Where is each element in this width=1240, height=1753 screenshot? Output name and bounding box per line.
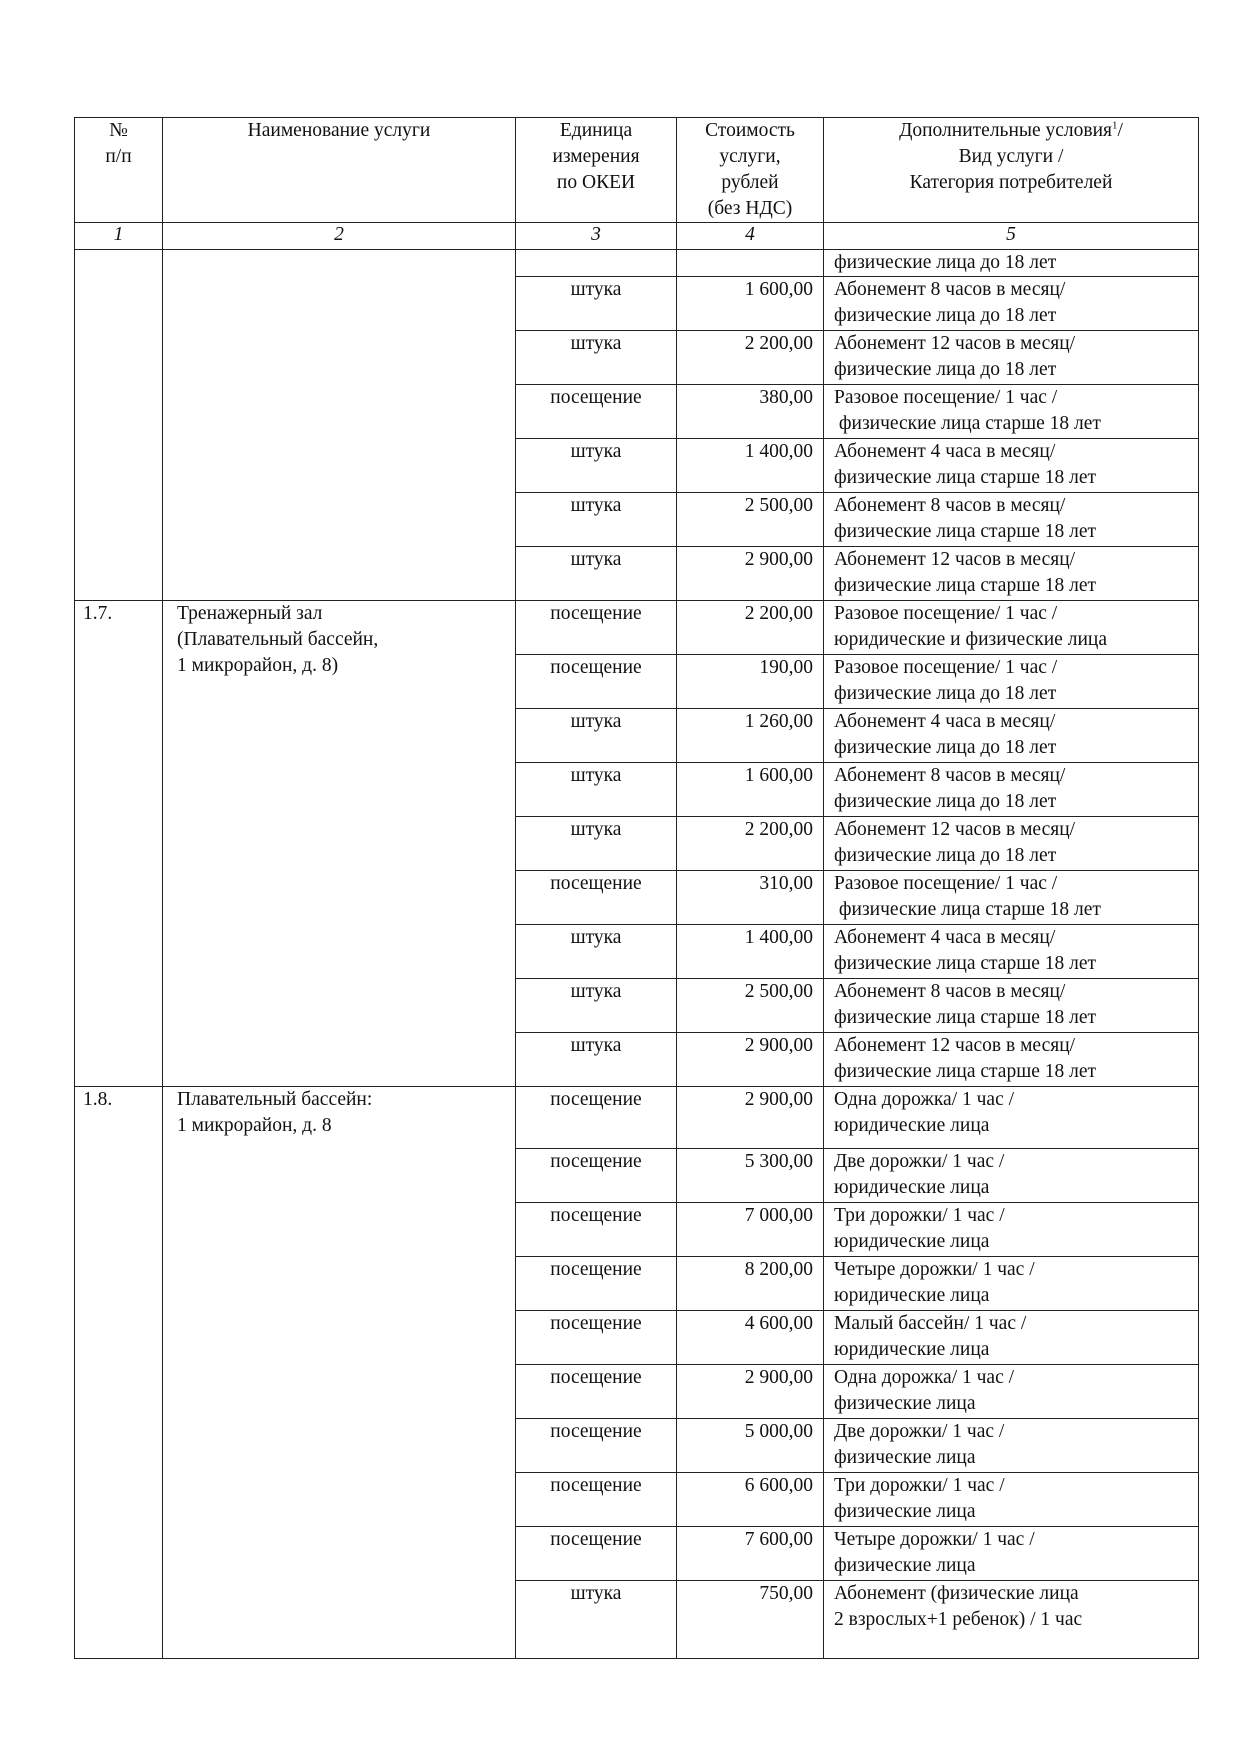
service-name: Плавательный бассейн: 1 микрорайон, д. 8 — [163, 1087, 516, 1659]
conditions-cell: Абонемент 8 часов в месяц/ физические лица до 18 лет — [824, 763, 1199, 817]
unit-cell: штука — [516, 1581, 677, 1659]
unit-cell: посещение — [516, 1365, 677, 1419]
unit-cell: штука — [516, 547, 677, 601]
item-number: 1.7. — [75, 601, 163, 1087]
price-cell — [677, 250, 824, 277]
header-service-name: Наименование услуги — [163, 118, 516, 223]
price-cell: 8 200,00 — [677, 1257, 824, 1311]
unit-cell: штука — [516, 709, 677, 763]
price-cell: 2 900,00 — [677, 1365, 824, 1419]
unit-cell: штука — [516, 439, 677, 493]
price-cell: 7 000,00 — [677, 1203, 824, 1257]
unit-cell: посещение — [516, 1203, 677, 1257]
conditions-cell: Абонемент 12 часов в месяц/ физические лица старше 18 лет — [824, 547, 1199, 601]
price-cell: 1 400,00 — [677, 439, 824, 493]
price-cell: 5 000,00 — [677, 1419, 824, 1473]
column-index: 2 — [163, 223, 516, 250]
conditions-cell: Четыре дорожки/ 1 час / юридические лица — [824, 1257, 1199, 1311]
item-number: 1.8. — [75, 1087, 163, 1659]
price-cell: 6 600,00 — [677, 1473, 824, 1527]
price-cell: 2 200,00 — [677, 331, 824, 385]
conditions-cell: Абонемент 4 часа в месяц/ физические лица старше 18 лет — [824, 925, 1199, 979]
unit-cell: штука — [516, 763, 677, 817]
column-index: 3 — [516, 223, 677, 250]
table-row — [75, 1087, 1199, 1149]
conditions-cell: Абонемент 12 часов в месяц/ физические лица старше 18 лет — [824, 1033, 1199, 1087]
unit-cell: посещение — [516, 1473, 677, 1527]
conditions-cell: Одна дорожка/ 1 час / физические лица — [824, 1365, 1199, 1419]
unit-cell: штука — [516, 925, 677, 979]
price-cell: 2 900,00 — [677, 1087, 824, 1149]
header-conditions-title: Дополнительные условия — [899, 120, 1113, 141]
item-number — [75, 250, 163, 601]
conditions-cell: Разовое посещение/ 1 час / физические лица старше 18 лет — [824, 385, 1199, 439]
conditions-cell: Абонемент 12 часов в месяц/ физические лица до 18 лет — [824, 331, 1199, 385]
conditions-cell: Разовое посещение/ 1 час / физические лица до 18 лет — [824, 655, 1199, 709]
unit-cell: посещение — [516, 1311, 677, 1365]
price-cell: 2 200,00 — [677, 601, 824, 655]
header-price: Стоимость услуги, рублей (без НДС) — [677, 118, 824, 223]
conditions-cell: Четыре дорожки/ 1 час / физические лица — [824, 1527, 1199, 1581]
table-row — [75, 601, 1199, 655]
unit-cell: посещение — [516, 1419, 677, 1473]
conditions-cell: Три дорожки/ 1 час / физические лица — [824, 1473, 1199, 1527]
conditions-cell: Абонемент (физические лица 2 взрослых+1 ребенок) / 1 час — [824, 1581, 1199, 1659]
price-cell: 750,00 — [677, 1581, 824, 1659]
conditions-cell: Разовое посещение/ 1 час / юридические и физические лица — [824, 601, 1199, 655]
footnote-mark: 1 — [1112, 119, 1118, 132]
column-index: 1 — [75, 223, 163, 250]
unit-cell: штука — [516, 277, 677, 331]
unit-cell: посещение — [516, 601, 677, 655]
conditions-cell: Две дорожки/ 1 час / юридические лица — [824, 1149, 1199, 1203]
price-cell: 310,00 — [677, 871, 824, 925]
price-cell: 380,00 — [677, 385, 824, 439]
header-conditions-rest: / Вид услуги / Категория потребителей — [909, 120, 1123, 193]
unit-cell: посещение — [516, 1087, 677, 1149]
price-cell: 1 600,00 — [677, 763, 824, 817]
unit-cell: штука — [516, 979, 677, 1033]
price-cell: 2 500,00 — [677, 493, 824, 547]
conditions-cell: Абонемент 8 часов в месяц/ физические лица старше 18 лет — [824, 493, 1199, 547]
header-conditions — [824, 118, 1199, 223]
unit-cell: посещение — [516, 1149, 677, 1203]
conditions-cell: физические лица до 18 лет — [824, 250, 1199, 277]
price-cell: 2 900,00 — [677, 1033, 824, 1087]
conditions-cell: Абонемент 8 часов в месяц/ физические лица до 18 лет — [824, 277, 1199, 331]
unit-cell: посещение — [516, 871, 677, 925]
conditions-cell: Разовое посещение/ 1 час / физические лица старше 18 лет — [824, 871, 1199, 925]
price-cell: 2 900,00 — [677, 547, 824, 601]
header-number: № п/п — [75, 118, 163, 223]
conditions-cell: Абонемент 8 часов в месяц/ физические лица старше 18 лет — [824, 979, 1199, 1033]
unit-cell: посещение — [516, 385, 677, 439]
conditions-cell: Абонемент 12 часов в месяц/ физические лица до 18 лет — [824, 817, 1199, 871]
price-cell: 1 260,00 — [677, 709, 824, 763]
header-row — [75, 118, 1199, 223]
conditions-cell: Малый бассейн/ 1 час / юридические лица — [824, 1311, 1199, 1365]
unit-cell: штука — [516, 493, 677, 547]
unit-cell: штука — [516, 331, 677, 385]
unit-cell: посещение — [516, 1257, 677, 1311]
column-index: 4 — [677, 223, 824, 250]
price-cell: 2 200,00 — [677, 817, 824, 871]
unit-cell: посещение — [516, 1527, 677, 1581]
service-name — [163, 250, 516, 601]
table-body — [75, 250, 1199, 1659]
header-unit: Единица измерения по ОКЕИ — [516, 118, 677, 223]
column-index: 5 — [824, 223, 1199, 250]
price-cell: 7 600,00 — [677, 1527, 824, 1581]
unit-cell: посещение — [516, 655, 677, 709]
price-cell: 1 400,00 — [677, 925, 824, 979]
conditions-cell: Одна дорожка/ 1 час / юридические лица — [824, 1087, 1199, 1149]
table-row — [75, 250, 1199, 277]
conditions-cell: Три дорожки/ 1 час / юридические лица — [824, 1203, 1199, 1257]
price-cell: 4 600,00 — [677, 1311, 824, 1365]
price-cell: 1 600,00 — [677, 277, 824, 331]
conditions-cell: Абонемент 4 часа в месяц/ физические лица старше 18 лет — [824, 439, 1199, 493]
conditions-cell: Абонемент 4 часа в месяц/ физические лица до 18 лет — [824, 709, 1199, 763]
service-name: Тренажерный зал (Плавательный бассейн, 1 микрорайон, д. 8) — [163, 601, 516, 1087]
unit-cell: штука — [516, 1033, 677, 1087]
unit-cell — [516, 250, 677, 277]
unit-cell: штука — [516, 817, 677, 871]
column-index-row — [75, 223, 1199, 250]
price-cell: 2 500,00 — [677, 979, 824, 1033]
price-cell: 5 300,00 — [677, 1149, 824, 1203]
price-table — [74, 117, 1199, 1659]
price-cell: 190,00 — [677, 655, 824, 709]
conditions-cell: Две дорожки/ 1 час / физические лица — [824, 1419, 1199, 1473]
